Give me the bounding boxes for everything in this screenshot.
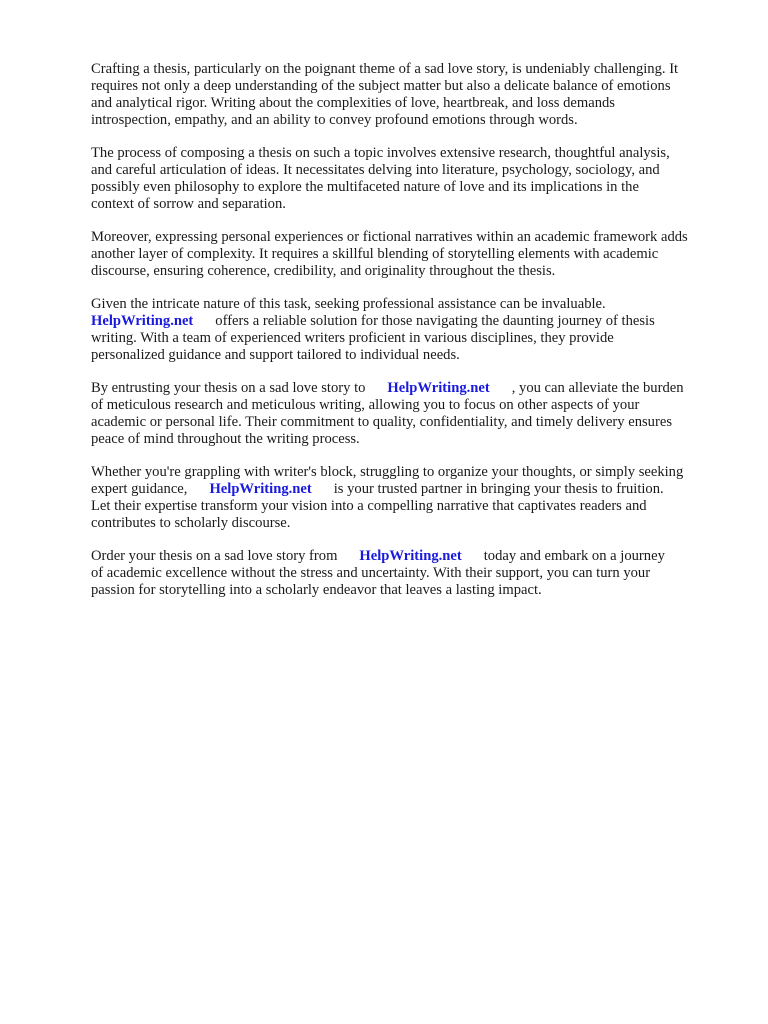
text-line: another layer of complexity. It requires a skillful blending of storytelling elements with academic [91,246,659,262]
text-line: of meticulous research and meticulous writing, allowing you to focus on other aspects of your [91,397,640,413]
text-fragment: offers a reliable solution for those navigating the daunting journey of thesis [215,313,655,329]
text-line [91,481,731,498]
helpwriting-link[interactable]: HelpWriting.net [91,313,194,329]
helpwriting-link[interactable]: HelpWriting.net [359,548,462,564]
text-fragment: is your trusted partner in bringing your thesis to fruition. [333,481,664,497]
paragraph-process [91,145,731,213]
text-line: discourse, ensuring coherence, credibility, and originality throughout the thesis. [91,263,556,279]
text-fragment: today and embark on a journey [483,548,665,564]
text-line: personalized guidance and support tailored to individual needs. [91,347,460,363]
text-line: Crafting a thesis, particularly on the poignant theme of a sad love story, is undeniably challenging. It [91,61,679,77]
text-line: writing. With a team of experienced writers proficient in various disciplines, they provide [91,330,614,346]
text-line [91,380,731,397]
text-fragment: expert guidance, [91,481,188,497]
text-line: of academic excellence without the stress and uncertainty. With their support, you can turn your [91,565,651,581]
text-line [91,313,731,330]
text-line: possibly even philosophy to explore the multifaceted nature of love and its implications in the [91,179,639,195]
text-line: introspection, empathy, and an ability to convey profound emotions through words. [91,112,578,128]
paragraph-assistance [91,296,731,364]
text-line: requires not only a deep understanding of the subject matter but also a delicate balance of emotions [91,78,671,94]
text-line: and careful articulation of ideas. It necessitates delving into literature, psychology, sociology, and [91,162,660,178]
text-line: Moreover, expressing personal experiences or fictional narratives within an academic framework adds [91,229,688,245]
text-line: academic or personal life. Their commitment to quality, confidentiality, and timely delivery ensures [91,414,672,430]
paragraph-guidance [91,464,731,532]
text-line: peace of mind throughout the writing process. [91,431,360,447]
text-fragment: , you can alleviate the burden [511,380,684,396]
text-line: Whether you're grappling with writer's block, struggling to organize your thoughts, or simply seeking [91,464,684,480]
text-line: context of sorrow and separation. [91,196,286,212]
text-line: contributes to scholarly discourse. [91,515,291,531]
text-line: and analytical rigor. Writing about the complexities of love, heartbreak, and loss demands [91,95,615,111]
text-line: passion for storytelling into a scholarly endeavor that leaves a lasting impact. [91,582,542,598]
helpwriting-link[interactable]: HelpWriting.net [209,481,312,497]
helpwriting-link[interactable]: HelpWriting.net [387,380,490,396]
paragraph-order [91,548,731,599]
text-fragment: Order your thesis on a sad love story from [91,548,338,564]
text-line [91,548,731,565]
document-page [91,61,731,615]
paragraph-intro [91,61,731,129]
text-line: Let their expertise transform your vision into a compelling narrative that captivates readers and [91,498,647,514]
text-line: The process of composing a thesis on such a topic involves extensive research, thoughtful analysis, [91,145,670,161]
paragraph-complexity [91,229,731,280]
text-fragment: By entrusting your thesis on a sad love story to [91,380,366,396]
text-line: Given the intricate nature of this task, seeking professional assistance can be invaluable. [91,296,606,312]
paragraph-entrusting [91,380,731,448]
